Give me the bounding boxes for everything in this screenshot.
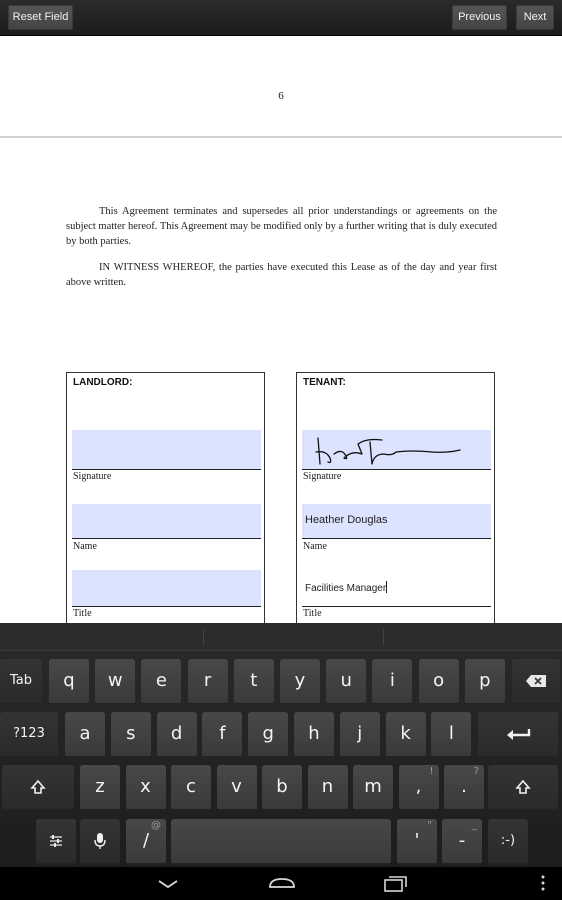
- dash-key-label: -: [458, 830, 466, 851]
- shift-key-right[interactable]: [488, 765, 558, 811]
- key-u[interactable]: [326, 659, 366, 705]
- key-m[interactable]: [353, 765, 393, 811]
- key-a[interactable]: [65, 712, 105, 758]
- key-label: d: [170, 723, 183, 744]
- key-v[interactable]: [217, 765, 257, 811]
- action-bar: [0, 0, 562, 36]
- key-label: z: [95, 776, 105, 797]
- backspace-key[interactable]: [512, 659, 560, 705]
- key-label: v: [231, 776, 242, 797]
- previous-button[interactable]: Previous: [452, 5, 507, 30]
- key-i[interactable]: [372, 659, 412, 705]
- key-label: o: [433, 670, 445, 691]
- slash-key-hint: @: [151, 820, 161, 831]
- key-y[interactable]: [280, 659, 320, 705]
- tenant-signature-block: [296, 372, 495, 624]
- title-label: Title: [73, 608, 92, 619]
- key-label: i: [389, 670, 395, 691]
- microphone-icon: [94, 832, 106, 850]
- shift-icon: [30, 779, 46, 795]
- key-f[interactable]: [202, 712, 242, 758]
- key-g[interactable]: [248, 712, 288, 758]
- slash-key[interactable]: [126, 819, 166, 865]
- keyboard-settings-key[interactable]: [36, 819, 76, 865]
- name-line: [72, 538, 261, 539]
- handwritten-signature: [312, 432, 462, 468]
- dash-key-hint: _: [472, 820, 477, 831]
- signature-label: Signature: [303, 471, 342, 482]
- key-comma[interactable]: [399, 765, 439, 811]
- key-hint: !: [429, 766, 434, 777]
- reset-field-button[interactable]: Reset Field: [8, 5, 73, 30]
- key-label: q: [63, 670, 75, 691]
- name-line: [302, 538, 491, 539]
- key-x[interactable]: [126, 765, 166, 811]
- tenant-heading: TENANT:: [303, 377, 346, 388]
- page-divider: [0, 136, 562, 138]
- key-h[interactable]: [294, 712, 334, 758]
- key-label: r: [203, 670, 212, 691]
- key-label: g: [262, 723, 274, 744]
- document-view[interactable]: [0, 36, 562, 624]
- text-cursor: [386, 581, 387, 593]
- smiley-key[interactable]: :-): [488, 819, 528, 865]
- key-k[interactable]: [386, 712, 426, 758]
- enter-icon: [505, 727, 531, 741]
- name-label: Name: [303, 541, 327, 552]
- key-label: c: [186, 776, 196, 797]
- key-p[interactable]: [465, 659, 505, 705]
- signature-line: [302, 469, 491, 470]
- system-navigation-bar: [0, 867, 562, 900]
- key-label: h: [308, 723, 320, 744]
- key-label: k: [400, 723, 411, 744]
- enter-key[interactable]: [478, 712, 558, 758]
- tenant-name-value: Heather Douglas: [305, 514, 388, 526]
- apostrophe-key[interactable]: [397, 819, 437, 865]
- title-label: Title: [303, 608, 322, 619]
- suggestion-divider: [383, 629, 384, 645]
- key-d[interactable]: [157, 712, 197, 758]
- tenant-title-field[interactable]: [302, 570, 491, 606]
- key-o[interactable]: [419, 659, 459, 705]
- key-s[interactable]: [111, 712, 151, 758]
- signature-line: [72, 469, 261, 470]
- landlord-signature-block: [66, 372, 265, 624]
- title-line: [302, 606, 491, 607]
- slash-key-label: /: [142, 830, 150, 851]
- landlord-signature-field[interactable]: [72, 430, 261, 470]
- home-icon[interactable]: [268, 873, 296, 893]
- page-number: 6: [278, 90, 284, 102]
- next-button[interactable]: Next: [516, 5, 554, 30]
- agreement-paragraph: This Agreement terminates and supersedes all prior understandings or agreements on the subject matter hereof. This Agreement may be modified only by a further writing that is duly executed by both parties.: [66, 206, 497, 247]
- key-label: b: [276, 776, 288, 797]
- key-label: p: [479, 670, 491, 691]
- key-l[interactable]: [431, 712, 471, 758]
- key-q[interactable]: [49, 659, 89, 705]
- key-c[interactable]: [171, 765, 211, 811]
- key-e[interactable]: [141, 659, 181, 705]
- signature-label: Signature: [73, 471, 112, 482]
- tenant-name-field[interactable]: [302, 504, 491, 539]
- tenant-title-value: [305, 581, 387, 594]
- tab-key[interactable]: Tab: [0, 659, 42, 705]
- landlord-title-field[interactable]: [72, 570, 261, 606]
- key-n[interactable]: [308, 765, 348, 811]
- apostrophe-key-hint: ": [427, 820, 432, 831]
- key-label: l: [448, 723, 454, 744]
- key-j[interactable]: [340, 712, 380, 758]
- key-label: .: [461, 776, 467, 797]
- backspace-icon: [525, 674, 547, 688]
- suggestion-strip: [0, 623, 562, 651]
- key-hint: ?: [473, 766, 479, 777]
- landlord-name-field[interactable]: [72, 504, 261, 539]
- symbols-key[interactable]: ?123: [0, 712, 58, 758]
- recent-apps-icon[interactable]: [383, 873, 409, 893]
- key-b[interactable]: [262, 765, 302, 811]
- voice-input-key[interactable]: [80, 819, 120, 865]
- key-label: u: [340, 670, 352, 691]
- shift-key-left[interactable]: [2, 765, 74, 811]
- key-label: f: [219, 723, 226, 744]
- title-line: [72, 606, 261, 607]
- key-label: y: [294, 670, 306, 691]
- key-t[interactable]: [234, 659, 274, 705]
- key-label: e: [155, 670, 167, 691]
- key-label: ,: [415, 776, 422, 797]
- key-r[interactable]: [188, 659, 228, 705]
- key-label: s: [126, 723, 136, 744]
- key-w[interactable]: [95, 659, 135, 705]
- landlord-heading: LANDLORD:: [73, 377, 133, 388]
- soft-keyboard: [0, 623, 562, 867]
- space-bar[interactable]: [171, 819, 391, 865]
- shift-icon: [515, 779, 531, 795]
- dash-key[interactable]: [442, 819, 482, 865]
- key-label: j: [357, 723, 363, 744]
- key-label: x: [140, 776, 151, 797]
- key-label: t: [250, 670, 258, 691]
- key-label: m: [364, 776, 382, 797]
- apostrophe-key-label: ': [414, 830, 420, 851]
- key-period[interactable]: [444, 765, 484, 811]
- menu-overflow-icon[interactable]: [540, 873, 546, 893]
- settings-sliders-icon: [49, 835, 63, 847]
- key-label: a: [79, 723, 91, 744]
- suggestion-divider: [203, 629, 204, 645]
- witness-paragraph: IN WITNESS WHEREOF, the parties have executed this Lease as of the day and year first above written.: [66, 262, 497, 288]
- tenant-signature-field[interactable]: [302, 430, 491, 470]
- key-label: n: [321, 776, 334, 797]
- name-label: Name: [73, 541, 97, 552]
- key-z[interactable]: [80, 765, 120, 811]
- tenant-title-text: Facilities Manager: [305, 583, 387, 594]
- back-icon[interactable]: [156, 873, 180, 893]
- key-label: w: [107, 670, 123, 691]
